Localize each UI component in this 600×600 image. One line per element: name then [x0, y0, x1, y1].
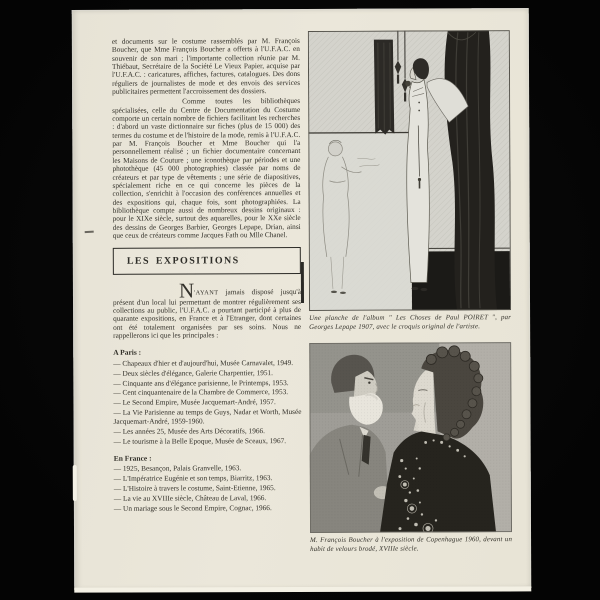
article-column — [112, 37, 302, 515]
exhibition-item: — Un mariage sous le Second Empire, Cognac, 1966. — [113, 503, 272, 513]
expositions-heading: LES EXPOSITIONS — [126, 254, 240, 267]
exhibition-item: — Le tourisme à la Belle Epoque, Musée de Sceaux, 1967. — [113, 435, 287, 446]
exhibition-item: — 1925, Besançon, Palais Granvelle, 1963. — [113, 463, 242, 474]
exhibition-item: — Cinquante ans d'élégance parisienne, le Printemps, 1953. — [113, 377, 289, 388]
plate-caption: Une planche de l'album " Les Choses de Paul POIRET ", par Georges Lepape 1907, avec le croquis original de l'artiste. — [309, 314, 512, 331]
photo-caption: M. François Boucher à l'exposition de Copenhague 1960, devant un habit de velours brodé, XVIIIe siècle. — [310, 536, 513, 553]
plate-edge-mark — [301, 262, 304, 303]
lepape-plate-illustration — [308, 30, 511, 311]
paragraph-nayant-text: jamais disposé jusqu'à présent d'un local lui permettant de montrer régulièrement ses collections au public, l'U.F.A.C. a pourtant participé à plus de quarante expositions, en France et à l'Etranger, dont certaines ont été totalement organisées par ses soins. Nous ne rappellerons ici que les principales : — [112, 287, 302, 340]
paris-exhibition-list — [113, 359, 301, 446]
photo-figure — [309, 342, 512, 533]
exhibition-item: — Le Second Empire, Musée Jacquemart-André, 1957. — [113, 397, 276, 408]
paragraph-nayant — [112, 278, 302, 340]
exhibition-item: — L'Histoire à travers le costume, Saint-Etienne, 1965. — [113, 483, 276, 493]
exhibition-item: — Chapeaux d'hier et d'aujourd'hui, Musée Carnavalet, 1949. — [113, 357, 294, 368]
exhibition-item: — Deux siècles d'élégance, Galerie Charpentier, 1951. — [113, 367, 274, 378]
paragraph-costume-documents: et documents sur le costume rassemblés par M. François Boucher, que Mme François Boucher a offerts à l'U.F.A.C. en souvenir de son mari ; l'importante collection réunie par M. Thiébaut, Secrétaire de la Société Le Vieux Papier, acquise par l'U.F.A.C. : caricatures, affiches, factures, catalogues. Des dons réguliers de journalistes de mode et des envois des services publicitaires permettent l'accroissement des dossiers. — [111, 36, 301, 96]
paris-heading: A Paris : — [113, 348, 142, 358]
exhibition-item: — L'Impératrice Eugénie et son temps, Biarritz, 1963. — [113, 473, 273, 484]
france-exhibition-list — [114, 464, 302, 513]
drop-cap: N — [178, 278, 195, 303]
france-heading: En France : — [113, 453, 152, 463]
scanned-page — [72, 8, 532, 590]
exhibition-item: — La Vie Parisienne au temps de Guys, Nadar et Worth, Musée Jacquemart-André, 1959-1960. — [113, 407, 302, 426]
exhibition-item: — Cent cinquantenaire de la Chambre de Commerce, 1953. — [113, 387, 289, 398]
drop-cap-lead: 'AYANT — [194, 289, 219, 297]
paragraph-bibliotheque: Comme toutes les bibliothèques spécialisées, celle du Centre de Documentation du Costume comporte un certain nombre de fichiers facilitant les recherches : d'abord un vaste dictionnaire sur fiches (plus de 15 000) des termes du costume et de l'histoire de la mode, remis à l'U.F.A.C. par M. François Boucher et Mme Boucher qui l'a personnellement réalisé ; un fichier documentaire concernant les Maisons de Couture ; une iconothèque par périodes et une photothèque (45 000 photographies) classée par noms de créateurs et par type de vêtements ; une série de diapositives, spécialement riche en ce qui concerne les pièces de la collection, s'enrichit à l'occasion des conférences annuelles et des expositions qui, chaque fois, sont photographiées. La bibliothèque compte aussi de nombreux dessins originaux : pour le XIXe siècle, surtout des aquarelles, pour le XXe siècle des dessins de Georges Barbier, Georges Lepape, Drian, ainsi que ceux de créateurs comme Jacques Fath ou Mlle Chanel. — [112, 96, 301, 240]
boucher-photo — [309, 342, 512, 533]
exhibition-item: — La vie au XVIIIe siècle, Château de Laval, 1966. — [113, 493, 267, 503]
exhibition-item: — Les années 25, Musée des Arts Décoratifs, 1966. — [113, 425, 265, 436]
margin-pencil-mark — [85, 231, 94, 234]
page-edge-notch — [73, 465, 77, 501]
expositions-section-box — [113, 247, 301, 275]
figures-column — [308, 30, 512, 554]
